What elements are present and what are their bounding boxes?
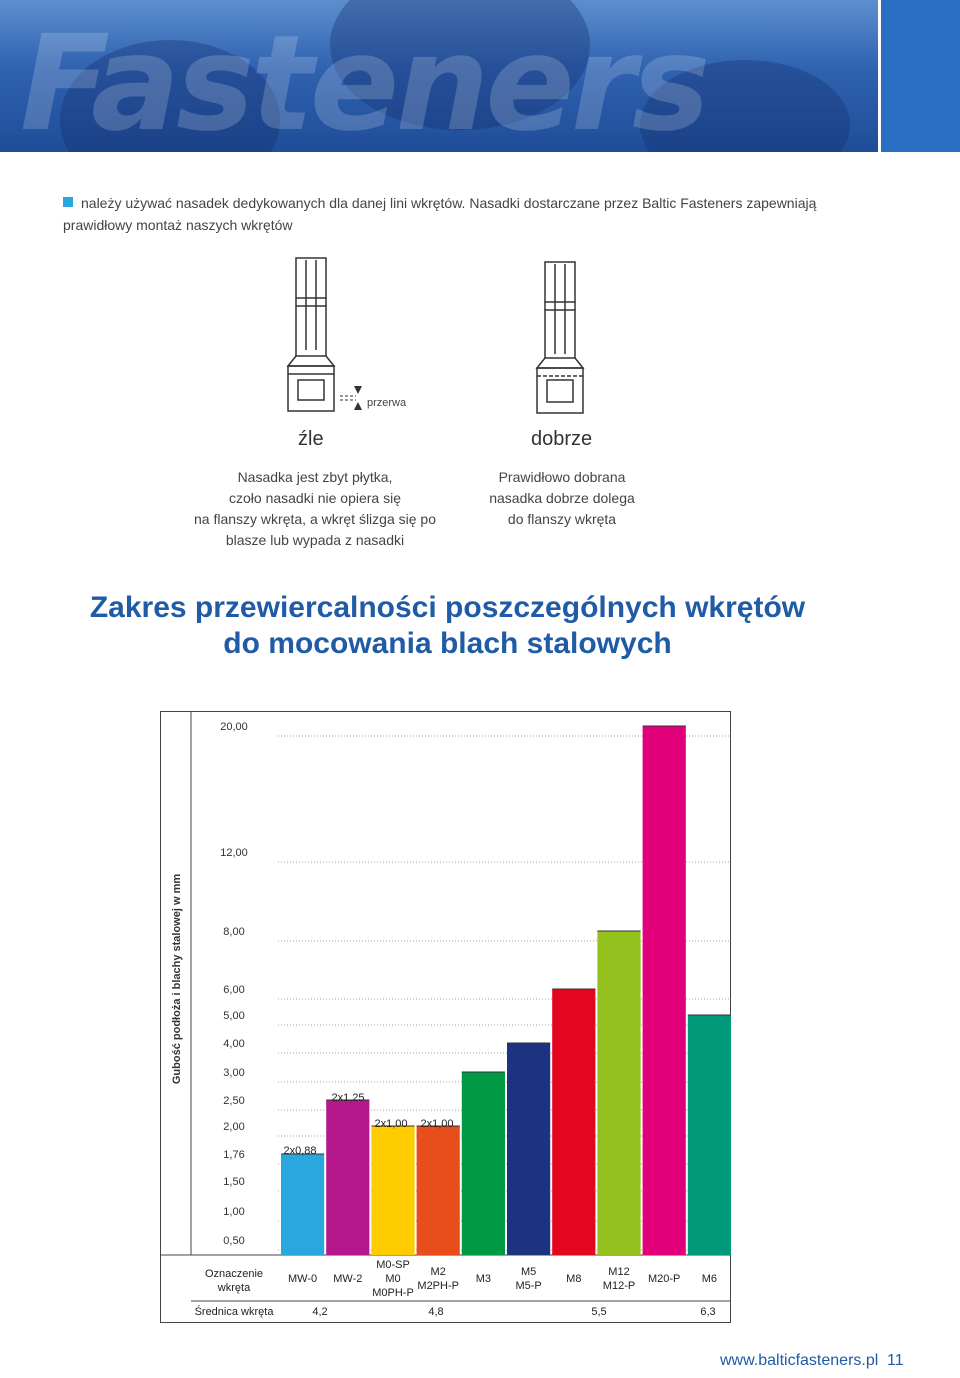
marking-label: M12 [608,1266,630,1278]
bad-label: źle [298,428,324,450]
gap-label: przerwa [367,397,407,409]
chart-bar [507,1043,550,1255]
bar-annotation: 2x1,00 [374,1118,408,1130]
range-chart [160,711,732,1324]
tick-label: 1,00 [223,1206,245,1218]
tick-label: 4,00 [223,1038,245,1050]
tick-label: 1,76 [223,1149,245,1161]
bar-annotation: 2x1,25 [331,1092,365,1104]
chart-bar [417,1126,460,1255]
page-number: 11 [887,1352,904,1369]
tick-label: 6,00 [223,984,245,996]
marking-label: M0-SP [376,1259,410,1271]
bar-annotation: 2x1,00 [420,1118,454,1130]
diameter-value: 4,8 [428,1306,444,1318]
section-title: Zakres przewiercalności poszczególnych wkrętów do mocowania blach stalowych [89,591,806,660]
tick-label: 5,00 [223,1010,245,1022]
row-header-diameter: Średnica wkręta [194,1306,274,1318]
tick-label: 3,00 [223,1067,245,1079]
marking-label: M0 [385,1273,401,1285]
diameter-value: 4,2 [312,1306,328,1318]
chart-bar [643,726,686,1255]
tick-label: 1,50 [223,1176,245,1188]
chart-bar [688,1015,731,1255]
row-header-marking-2: wkręta [217,1282,251,1294]
socket-good-drawing [537,262,583,413]
header-banner [0,0,960,152]
y-axis-label: Gubość podłoża i blachy stalowej w mm [171,873,183,1085]
intro-text: należy używać nasadek dedykowanych dla danej lini wkrętów. Nasadki dostarczane przez Baltic Fasteners zapewniają prawidłowy montaż naszych wkrętów [63,195,817,233]
marking-label: MW-2 [333,1273,363,1285]
chart-bar [281,1154,324,1255]
marking-label: M2 [430,1266,446,1278]
bad-caption: Nasadka jest zbyt płytka, czoło nasadki nie opiera się na flanszy wkręta, a wkręt ślizga się po blasze lub wypada z nasadki [194,469,436,548]
marking-label: M0PH-P [372,1287,414,1299]
bullet-icon [63,197,73,207]
diameter-value: 5,5 [591,1306,607,1318]
chart-bar [371,1126,414,1255]
chart-bar [326,1100,369,1255]
tick-label: 0,50 [223,1235,245,1247]
chart-bar [552,989,595,1255]
row-header-marking-1: Oznaczenie [204,1268,264,1280]
marking-label: M12-P [602,1280,636,1292]
chart-bar [462,1072,505,1255]
footer-url[interactable]: www.balticfasteners.pl [720,1352,879,1369]
marking-label: M8 [566,1273,582,1285]
tick-label: 20,00 [220,721,248,733]
socket-illustration [0,250,960,420]
marking-label: M20-P [647,1273,681,1285]
tick-label: 8,00 [223,926,245,938]
marking-label: M2PH-P [417,1280,459,1292]
intro-paragraph [63,192,853,236]
tick-label: 12,00 [220,847,248,859]
good-caption: Prawidłowo dobrana nasadka dobrze dolega do flanszy wkręta [489,469,635,527]
tick-label: 2,00 [223,1121,245,1133]
diameter-value: 6,3 [700,1306,716,1318]
socket-bad-drawing [288,258,334,411]
tick-label: 2,50 [223,1095,245,1107]
marking-label: M5-P [515,1280,542,1292]
marking-label: MW-0 [288,1273,318,1285]
chart-bar [597,931,640,1255]
gap-marker [340,386,362,410]
marking-label: M3 [475,1273,492,1285]
banner-watermark: Fasteners [20,7,707,152]
marking-label: M5 [520,1266,537,1278]
marking-label: M6 [701,1273,718,1285]
bar-annotation: 2x0,88 [283,1145,317,1157]
good-label: dobrze [531,428,593,450]
